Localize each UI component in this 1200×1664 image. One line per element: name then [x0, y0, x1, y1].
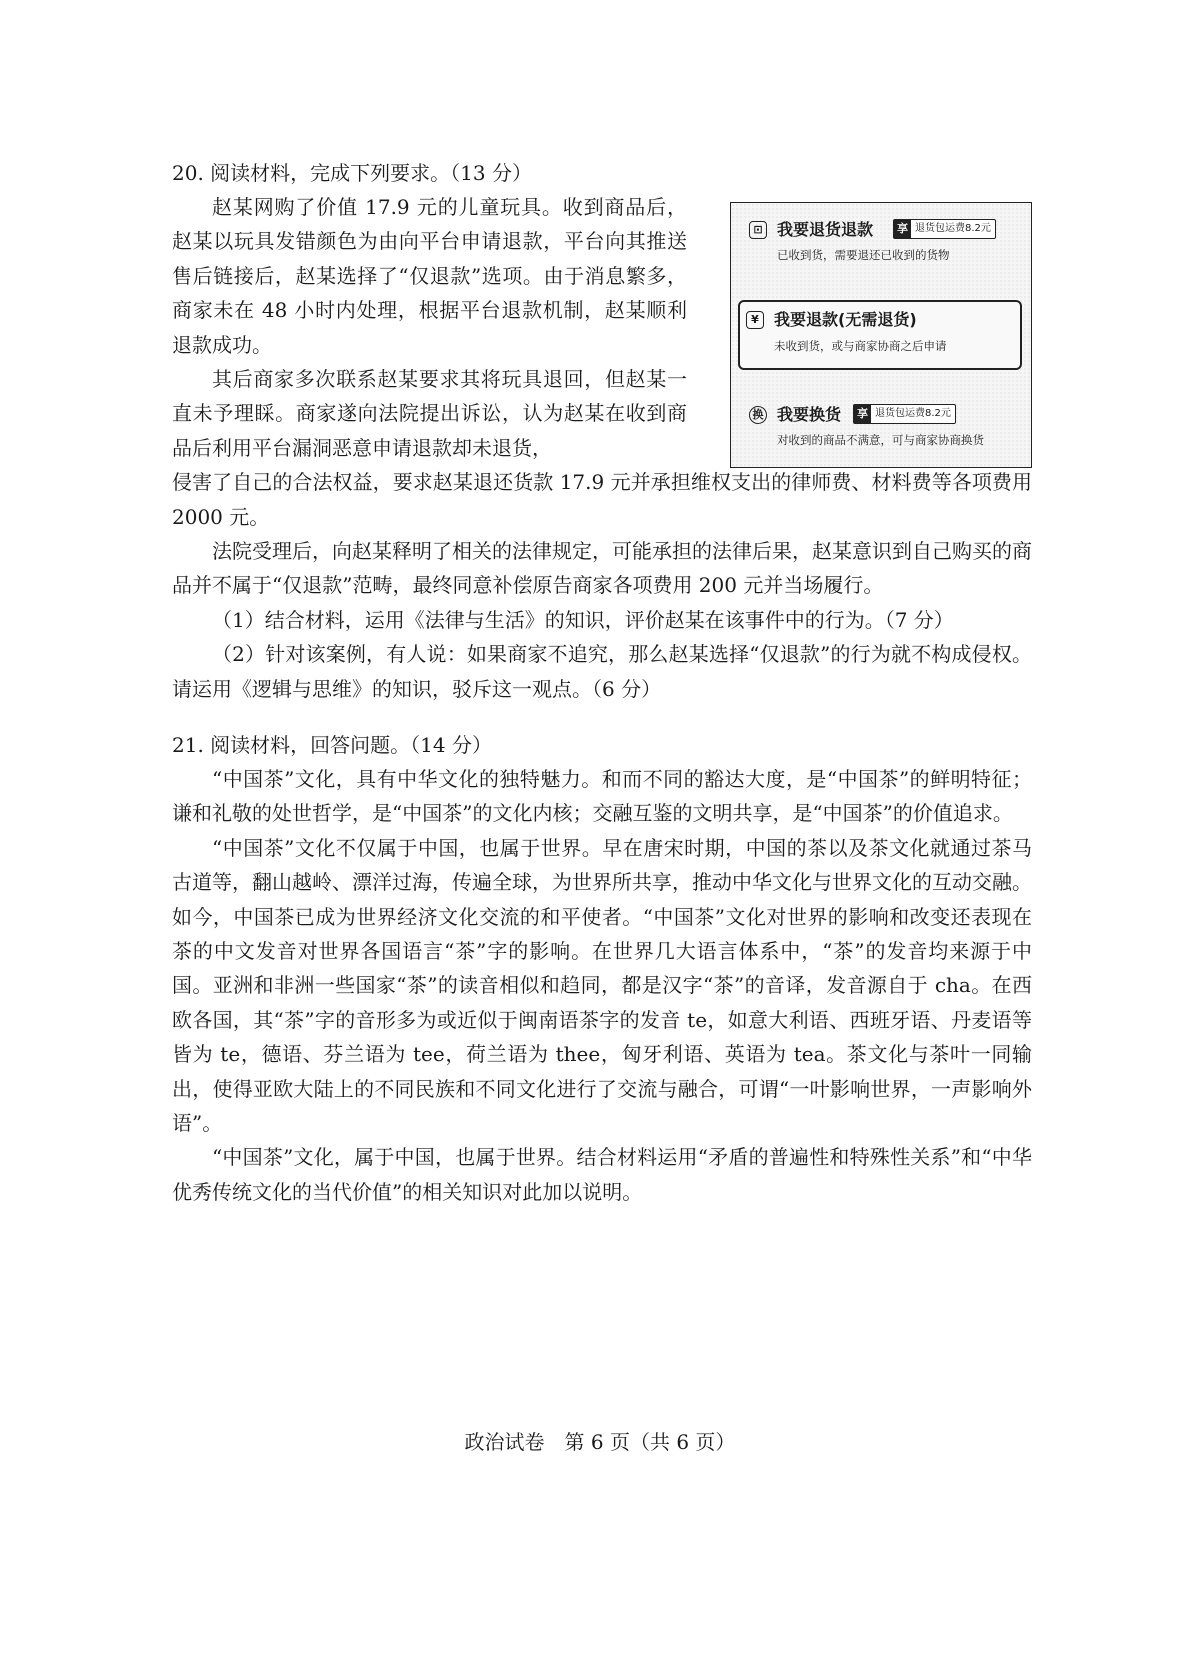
option-description: 未收到货，或与商家协商之后申请	[774, 339, 947, 353]
exchange-icon: 换	[749, 406, 767, 424]
q20-sub-question-2: （2）针对该案例，有人说：如果商家不追究，那么赵某选择“仅退款”的行为就不构成侵权。请运用《逻辑与思维》的知识，驳斥这一观点。（6 分）	[172, 642, 1032, 701]
package-icon: ⊡	[749, 221, 767, 239]
refund-option-return-and-refund	[741, 211, 1021, 275]
option-description: 已收到货，需要退还已收到的货物	[777, 248, 950, 262]
q20-paragraph-3: 法院受理后，向赵某释明了相关的法律规定，可能承担的法律后果，赵某意识到自己购买的商品并不属于“仅退款”范畴，最终同意补偿原告商家各项费用 200 元并当场履行。	[172, 539, 1032, 598]
q20-paragraph-1: 赵某网购了价值 17.9 元的儿童玩具。收到商品后，赵某以玩具发错颜色为由向平台申请退款，平台向其推送售后链接后，赵某选择了“仅退款”选项。由于消息繁多，商家未在 48 小时内处理，根据平台退款机制，赵某顺利退款成功。	[172, 195, 687, 357]
question-20-title: 20. 阅读材料，完成下列要求。（13 分）	[172, 161, 532, 185]
page-footer: 政治试卷 第 6 页（共 6 页）	[464, 1430, 736, 1454]
badge-text: 退货包运费8.2元	[915, 223, 991, 234]
option-title: 我要换货	[777, 405, 842, 424]
q21-paragraph-3: “中国茶”文化，属于中国，也属于世界。结合材料运用“矛盾的普遍性和特殊性关系”和“中华优秀传统文化的当代价值”的相关知识对此加以说明。	[172, 1145, 1032, 1204]
option-description: 对收到的商品不满意，可与商家协商换货	[777, 433, 984, 447]
q21-paragraph-2: “中国茶”文化不仅属于中国，也属于世界。早在唐宋时期，中国的茶以及茶文化就通过茶马古道等，翻山越岭、漂洋过海，传遍全球，为世界所共享，推动中华文化与世界文化的互动交融。如今，中国茶已成为世界经济文化交流的和平使者。“中国茶”文化对世界的影响和改变还表现在茶的中文发音对世界各国语言“茶”字的影响。在世界几大语言体系中，“茶”的发音均来源于中国。亚洲和非洲一些国家“茶”的读音相似和趋同，都是汉字“茶”的音译，发音源自于 cha。在西欧各国，其“茶”字的音形多为或近似于闽南语茶字的发音 te，如意大利语、西班牙语、丹麦语等皆为 te，德语、芬兰语为 tee，荷兰语为 thee，匈牙利语、英语为 tea。茶文化与茶叶一同输出，使得亚欧大陆上的不同民族和不同文化进行了交流与融合，可谓“一叶影响世界，一声影响外语”。	[172, 835, 1032, 1136]
option-title: 我要退货退款	[777, 220, 874, 239]
q21-paragraph-1: “中国茶”文化，具有中华文化的独特魅力。和而不同的豁达大度，是“中国茶”的鲜明特征；谦和礼敬的处世哲学，是“中国茶”的文化内核；交融互鉴的文明共享，是“中国茶”的价值追求。	[172, 767, 1032, 826]
yuan-icon: ¥	[746, 311, 764, 329]
q20-paragraph-2a: 其后商家多次联系赵某要求其将玩具退回，但赵某一直未予理睬。商家遂向法院提出诉讼，认为赵某在收到商品后利用平台漏洞恶意申请退款却未退货，	[172, 367, 687, 460]
question-21-title: 21. 阅读材料，回答问题。（14 分）	[172, 733, 492, 757]
refund-option-refund-only	[738, 300, 1022, 370]
q20-paragraph-2b: 侵害了自己的合法权益，要求赵某退还货款 17.9 元并承担维权支出的律师费、材料费等各项费用 2000 元。	[172, 470, 1032, 529]
shipping-badge	[893, 219, 996, 239]
shipping-badge	[853, 404, 956, 424]
option-title: 我要退款(无需退货)	[774, 310, 917, 329]
refund-option-exchange	[741, 396, 1021, 460]
q20-sub-question-1: （1）结合材料，运用《法律与生活》的知识，评价赵某在该事件中的行为。（7 分）	[212, 607, 954, 632]
badge-mark: 享	[854, 405, 871, 423]
badge-mark: 享	[894, 220, 911, 238]
badge-text: 退货包运费8.2元	[875, 408, 951, 419]
question-21	[172, 728, 1032, 1209]
refund-options-screenshot	[730, 202, 1032, 468]
